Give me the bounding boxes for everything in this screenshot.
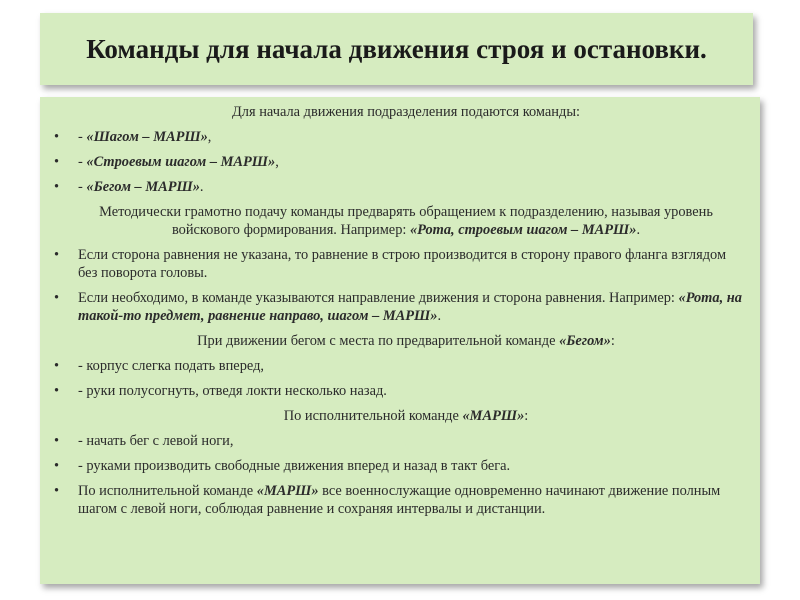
paragraph-prefix: - — [78, 129, 87, 145]
bullet-item — [52, 178, 746, 196]
command-text: «Шагом – МАРШ» — [86, 129, 208, 145]
bullet-icon: • — [54, 358, 60, 374]
bullet-icon: • — [54, 179, 60, 195]
paragraph-text: - корпус слегка подать вперед, — [78, 358, 265, 374]
paragraph-suffix: все военнослужащие одновременно начинают движение полным шагом с левой ноги, соблюдая равнение и сохраняя интервалы и дистанции. — [78, 483, 721, 517]
intro-line — [52, 103, 746, 121]
bullet-icon: • — [54, 458, 60, 474]
paragraph-text: - руками производить свободные движения вперед и назад в такт бега. — [78, 458, 511, 474]
bullet-item — [52, 289, 746, 325]
bullet-item — [52, 432, 746, 450]
title-box — [40, 13, 753, 85]
paragraph-suffix: . — [437, 308, 442, 324]
command-text: «Рота, на такой-то предмет, равнение направо, шагом – МАРШ» — [78, 290, 742, 324]
paragraph-prefix: По исполнительной команде — [283, 408, 463, 424]
command-text: «МАРШ» — [256, 483, 319, 499]
command-text: «Бегом» — [559, 333, 611, 349]
content-box — [40, 97, 760, 584]
command-text: «Бегом – МАРШ» — [86, 179, 200, 195]
bullet-item — [52, 357, 746, 375]
bullet-icon: • — [54, 483, 60, 499]
slide-title: Команды для начала движения строя и остановки. — [86, 34, 707, 64]
paragraph-prefix: - — [78, 154, 87, 170]
bullet-icon: • — [54, 433, 60, 449]
paragraph-suffix: . — [199, 179, 204, 195]
command-text: «МАРШ» — [462, 408, 525, 424]
paragraph-prefix: По исполнительной команде — [78, 483, 257, 499]
bullet-item — [52, 482, 746, 518]
bullet-icon: • — [54, 383, 60, 399]
paragraph-prefix: - — [78, 179, 87, 195]
march-heading — [52, 407, 746, 425]
bullet-item — [52, 382, 746, 400]
bullet-icon: • — [54, 129, 60, 145]
paragraph-suffix: : — [610, 333, 615, 349]
bullet-item — [52, 128, 746, 146]
run-start-heading — [52, 332, 746, 350]
paragraph-text: - начать бег с левой ноги, — [78, 433, 234, 449]
method-note — [52, 203, 746, 239]
paragraph-suffix: : — [524, 408, 529, 424]
paragraph-text: Если сторона равнения не указана, то равнение в строю производится в сторону правого фланга взглядом без поворота головы. — [78, 247, 727, 281]
command-text: «Строевым шагом – МАРШ» — [86, 154, 276, 170]
bullet-item — [52, 246, 746, 282]
bullet-icon: • — [54, 247, 60, 263]
paragraph-prefix: При движении бегом с места по предварительной команде — [197, 333, 560, 349]
paragraph-prefix: Методически грамотно подачу команды предварять обращением к подразделению, называя уровень войскового формирования. Например: — [99, 204, 713, 238]
paragraph-suffix: , — [275, 154, 279, 170]
paragraph-prefix: Если необходимо, в команде указываются направление движения и сторона равнения. Например: — [78, 290, 679, 306]
paragraph-text: Для начала движения подразделения подаются команды: — [231, 104, 580, 120]
bullet-item — [52, 457, 746, 475]
command-text: «Рота, строевым шагом – МАРШ» — [409, 222, 637, 238]
bullet-icon: • — [54, 290, 60, 306]
paragraph-suffix: . — [636, 222, 641, 238]
paragraph-suffix: , — [207, 129, 212, 145]
paragraph-text: - руки полусогнуть, отведя локти несколько назад. — [78, 383, 387, 399]
bullet-icon: • — [54, 154, 60, 170]
bullet-item — [52, 153, 746, 171]
